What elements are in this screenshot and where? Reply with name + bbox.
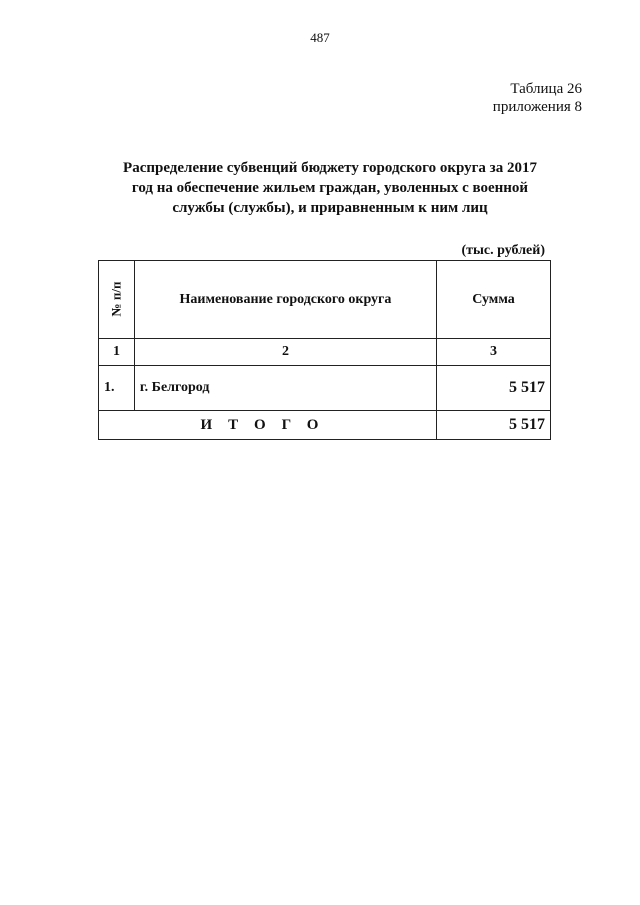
- document-title-line2: год на обеспечение жильем граждан, уволенных с военной: [131, 180, 529, 196]
- column-number-row: [99, 339, 551, 366]
- total-label: ИТОГО: [99, 411, 437, 440]
- row-sum-cell: 5 517: [437, 366, 551, 411]
- table-reference: [493, 80, 582, 116]
- total-sum: 5 517: [437, 411, 551, 440]
- page-number: 487: [310, 30, 330, 45]
- document-title: [100, 158, 560, 218]
- row-name-cell: г. Белгород: [134, 366, 436, 411]
- total-row: [99, 411, 551, 440]
- column-number-2: 2: [134, 339, 436, 366]
- column-number-1: 1: [99, 339, 135, 366]
- row-num-cell: 1.: [99, 366, 135, 411]
- table-reference-line1: Таблица 26: [510, 81, 582, 97]
- table-reference-line2: приложения 8: [492, 99, 582, 115]
- column-number-3: 3: [437, 339, 551, 366]
- header-sum-cell: Сумма: [437, 261, 551, 339]
- document-title-line3: службы (службы), и приравненным к ним лиц: [172, 200, 488, 216]
- header-num-label: № п/п: [108, 281, 124, 317]
- document-title-line1: Распределение субвенций бюджету городского округа за 2017: [123, 160, 537, 176]
- units-label: (тыс. рублей): [461, 243, 545, 258]
- header-num-cell: [99, 261, 135, 339]
- table-header-row: [99, 261, 551, 339]
- header-name-cell: Наименование городского округа: [134, 261, 436, 339]
- table-row: [99, 366, 551, 411]
- subvention-table: [98, 260, 551, 440]
